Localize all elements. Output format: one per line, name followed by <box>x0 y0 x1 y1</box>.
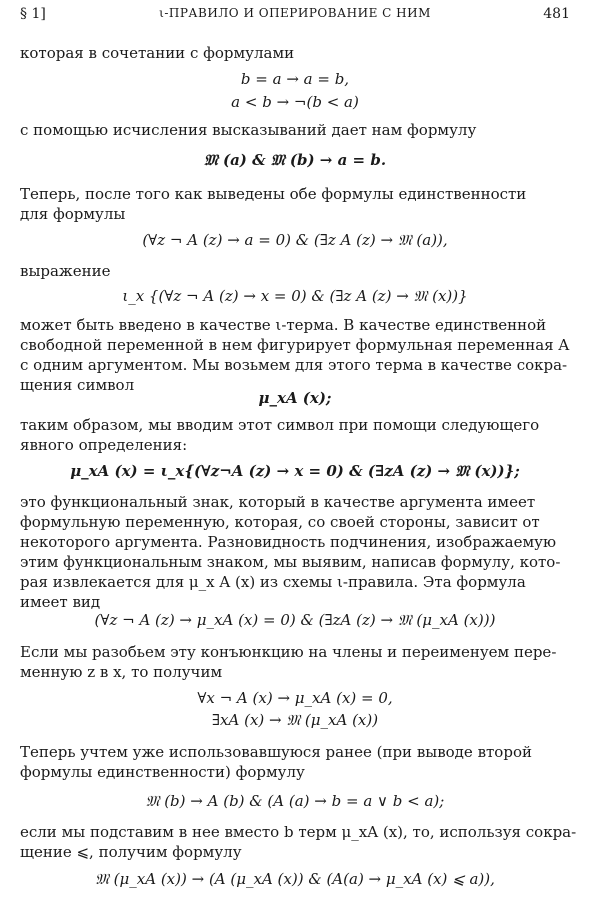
text-line: щение ⩽, получим формулу <box>20 843 242 861</box>
formula-line: μ_xA (x) = ι_x{(∀z¬A (z) → x = 0) & (∃zA (z) → 𝔐 (x))}; <box>70 462 520 480</box>
text-line: для формулы <box>20 205 126 223</box>
text-line: менную z в x, то получим <box>20 663 223 681</box>
text-line: щения символ <box>20 376 135 394</box>
text-line: Если мы разобьем эту конъюнкцию на члены и переименуем пере- <box>20 643 557 661</box>
formula-line: 𝔐 (μ_xA (x)) → (A (μ_xA (x)) & (A(a) → μ_xA (x) ⩽ a)), <box>95 870 495 888</box>
text-line: формульную переменную, которая, со своей стороны, зависит от <box>20 513 540 531</box>
formula-line: (∀z ¬ A (z) → μ_xA (x) = 0) & (∃zA (z) → 𝔐 (μ_xA (x))) <box>94 611 496 629</box>
formula-line: ∃xA (x) → 𝔐 (μ_xA (x)) <box>211 711 379 729</box>
formula-line: 𝔐 (b) → A (b) & (A (a) → b = a ∨ b < a); <box>145 792 445 810</box>
text-line: рая извлекается для μ_x A (x) из схемы ι-правила. Эта формула <box>20 573 526 591</box>
text-line: этим функциональным знаком, мы выявим, написав формулу, кото- <box>20 553 561 571</box>
running-title: ι-ПРАВИЛО И ОПЕРИРОВАНИЕ С НИМ <box>159 6 431 20</box>
text-line: некоторого аргумента. Разновидность подчинения, изображаемую <box>20 533 557 551</box>
text-line: имеет вид <box>20 593 101 611</box>
formula-line: b = a → a = b, <box>240 70 350 88</box>
formula-line: μ_xA (x); <box>258 389 332 407</box>
text-line: Теперь учтем уже использовавшуюся ранее (при выводе второй <box>20 743 532 761</box>
formula-line: (∀z ¬ A (z) → a = 0) & (∃z A (z) → 𝔐 (a)), <box>142 231 448 249</box>
text-line: явного определения: <box>20 436 188 454</box>
text-line: формулы единственности) формулу <box>20 763 305 781</box>
text-line: таким образом, мы вводим этот символ при помощи следующего <box>20 416 540 434</box>
section-marker: § 1] <box>20 6 46 22</box>
text-line: это функциональный знак, который в качестве аргумента имеет <box>20 493 536 511</box>
formula-line: a < b → ¬(b < a) <box>231 93 359 111</box>
text-line: выражение <box>20 262 111 280</box>
formula-line: 𝔐 (a) & 𝔐 (b) → a = b. <box>203 151 387 169</box>
text-line: если мы подставим в нее вместо b терм μ_xA (x), то, используя сокра- <box>20 823 577 841</box>
page-number: 481 <box>543 6 570 22</box>
text-line: которая в сочетании с формулами <box>20 44 295 62</box>
formula-line: ι_x {(∀z ¬ A (z) → x = 0) & (∃z A (z) → 𝔐 (x))} <box>122 287 468 305</box>
text-line: свободной переменной в нем фигурирует формульная переменная A <box>20 336 570 354</box>
text-line: с помощью исчисления высказываний дает нам формулу <box>20 121 477 139</box>
text-line: с одним аргументом. Мы возьмем для этого терма в качестве сокра- <box>20 356 568 374</box>
text-line: может быть введено в качестве ι-терма. В качестве единственной <box>20 316 547 334</box>
formula-line: ∀x ¬ A (x) → μ_xA (x) = 0, <box>197 689 393 707</box>
text-line: Теперь, после того как выведены обе формулы единственности <box>20 185 527 203</box>
